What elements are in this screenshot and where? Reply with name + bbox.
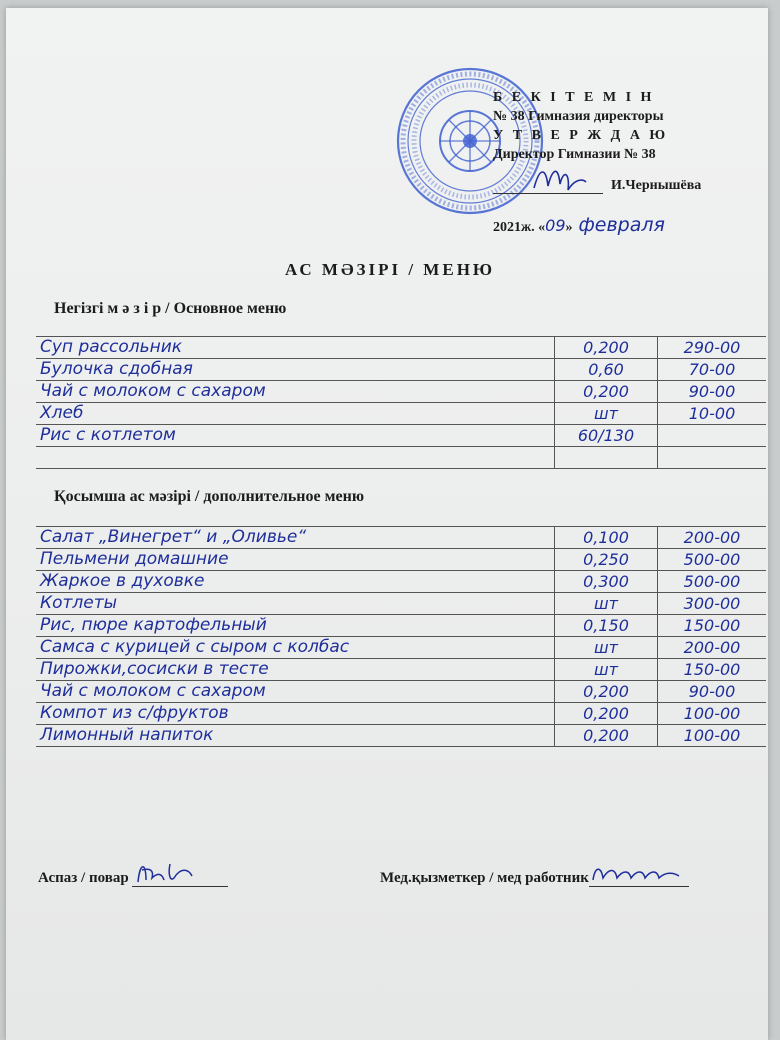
date-separator: »: [565, 220, 573, 235]
dish-name: Чай с молоком с сахаром: [36, 381, 555, 403]
approval-date: [493, 214, 665, 236]
dish-quantity: шт: [555, 593, 658, 615]
menu-row: [36, 703, 766, 725]
dish-name: Суп рассольник: [36, 337, 555, 359]
director-signature-row: [493, 178, 701, 194]
dish-price: 70-00: [658, 359, 767, 381]
menu-row: [36, 425, 766, 447]
menu-row: [36, 725, 766, 747]
menu-row: [36, 337, 766, 359]
approval-block: [493, 88, 668, 164]
date-month: февраля: [578, 214, 665, 236]
dish-name: Чай с молоком с сахаром: [36, 681, 555, 703]
extra-menu-title: Қосымша ас мәзірі / дополнительное меню: [54, 488, 365, 505]
dish-name: Булочка сдобная: [36, 359, 555, 381]
dish-quantity: шт: [555, 659, 658, 681]
dish-name: Пельмени домашние: [36, 549, 555, 571]
dish-name: Самса с курицей с сыром с колбас: [36, 637, 555, 659]
dish-name: Жаркое в духовке: [36, 571, 555, 593]
dish-quantity: [555, 447, 658, 469]
dish-price: [658, 447, 767, 469]
nurse-label: Мед.қызметкер / мед работник: [380, 870, 589, 886]
dish-quantity: 0,200: [555, 337, 658, 359]
menu-row: [36, 403, 766, 425]
menu-row: [36, 359, 766, 381]
dish-price: [658, 425, 767, 447]
menu-row: [36, 447, 766, 469]
nurse-signature-scribble: [589, 860, 685, 886]
dish-price: 150-00: [658, 615, 767, 637]
dish-price: 90-00: [658, 381, 767, 403]
approval-position-kz: № 38 Гимназия директоры: [493, 109, 664, 124]
dish-quantity: 60/130: [555, 425, 658, 447]
date-day: 09: [545, 216, 566, 235]
dish-quantity: 0,300: [555, 571, 658, 593]
date-prefix: 2021ж. «: [493, 220, 546, 235]
dish-price: 100-00: [658, 725, 767, 747]
dish-quantity: 0,250: [555, 549, 658, 571]
menu-row: [36, 571, 766, 593]
dish-price: 200-00: [658, 637, 767, 659]
dish-price: 200-00: [658, 527, 767, 549]
dish-name: Лимонный напиток: [36, 725, 555, 747]
dish-quantity: шт: [555, 403, 658, 425]
director-name: И.Чернышёва: [611, 178, 702, 193]
page-title: АС МӘЗІРІ / МЕНЮ: [284, 260, 496, 279]
nurse-signature-line: [589, 868, 689, 887]
dish-price: 100-00: [658, 703, 767, 725]
menu-row: [36, 381, 766, 403]
cook-label: Аспаз / повар: [38, 870, 129, 886]
dish-name: Рис, пюре картофельный: [36, 615, 555, 637]
cook-signature-line: [132, 868, 228, 887]
dish-quantity: 0,200: [555, 381, 658, 403]
dish-name: Хлеб: [36, 403, 555, 425]
menu-row: [36, 593, 766, 615]
menu-row: [36, 527, 766, 549]
dish-price: 300-00: [658, 593, 767, 615]
director-signature-scribble: [530, 160, 590, 196]
approval-position-ru: Директор Гимназии № 38: [493, 147, 656, 162]
menu-row: [36, 615, 766, 637]
dish-name: Рис с котлетом: [36, 425, 555, 447]
dish-price: 90-00: [658, 681, 767, 703]
dish-price: 500-00: [658, 571, 767, 593]
dish-name: Салат „Винегрет“ и „Оливье“: [36, 527, 555, 549]
menu-row: [36, 681, 766, 703]
dish-price: 290-00: [658, 337, 767, 359]
nurse-signature-block: [380, 868, 689, 887]
approval-heading-kz: Б Е К І Т Е М І Н: [493, 90, 655, 105]
dish-quantity: шт: [555, 637, 658, 659]
dish-price: 150-00: [658, 659, 767, 681]
main-menu-title: Негізгі м ә з і р / Основное меню: [54, 300, 287, 317]
dish-price: 500-00: [658, 549, 767, 571]
dish-quantity: 0,200: [555, 703, 658, 725]
menu-row: [36, 659, 766, 681]
dish-name: [36, 447, 555, 469]
dish-price: 10-00: [658, 403, 767, 425]
menu-row: [36, 637, 766, 659]
dish-quantity: 0,200: [555, 725, 658, 747]
menu-row: [36, 549, 766, 571]
dish-quantity: 0,150: [555, 615, 658, 637]
cook-signature-block: [38, 868, 228, 887]
dish-name: Пирожки,сосиски в тесте: [36, 659, 555, 681]
dish-quantity: 0,100: [555, 527, 658, 549]
dish-name: Котлеты: [36, 593, 555, 615]
extra-menu-table: [36, 526, 766, 747]
approval-heading-ru: У Т В Е Р Ж Д А Ю: [493, 128, 669, 143]
main-menu-table: [36, 336, 766, 469]
dish-name: Компот из с/фруктов: [36, 703, 555, 725]
dish-quantity: 0,200: [555, 681, 658, 703]
cook-signature-scribble: [132, 858, 212, 886]
dish-quantity: 0,60: [555, 359, 658, 381]
